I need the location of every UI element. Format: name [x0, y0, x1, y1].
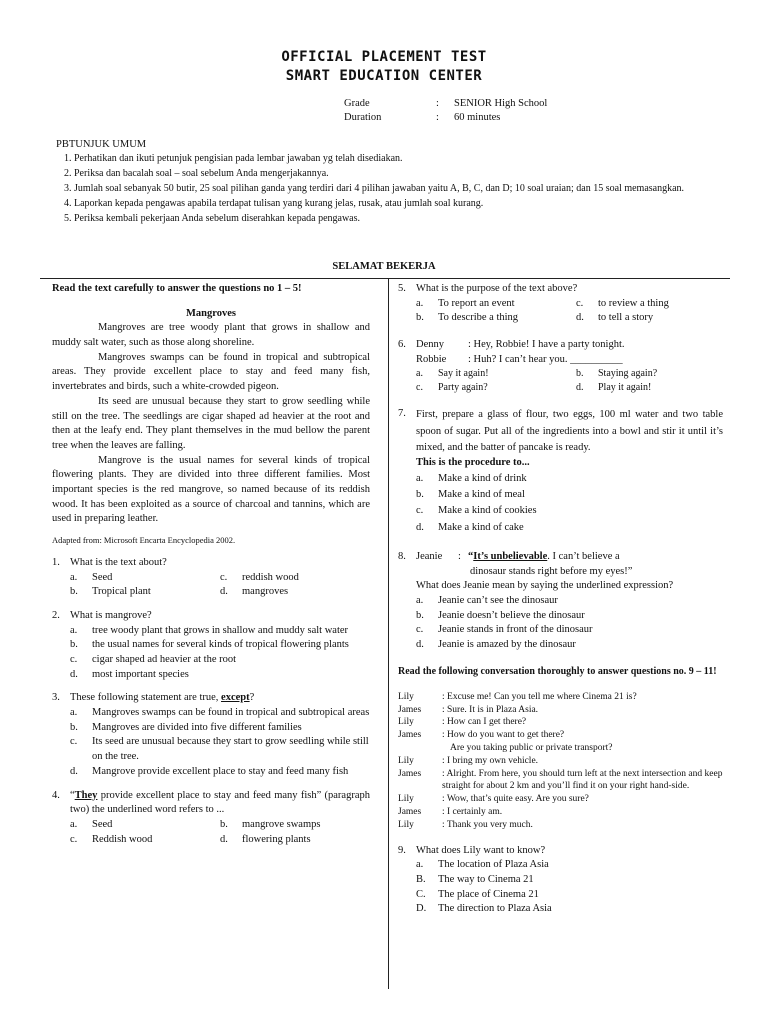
question-9 — [398, 844, 723, 917]
text-paragraph: Mangroves are tree woody plant that grows in shallow and muddy salt water, such as those along shoreline. — [52, 322, 370, 349]
question-number: 8. — [398, 550, 406, 562]
option-d[interactable]: d. Jeanie is amazed by the dinosaur — [416, 639, 576, 651]
question-number: 3. — [52, 692, 60, 704]
reading-directive: Read the text carefully to answer the questions no 1 – 5! — [52, 283, 302, 294]
duration-value: 60 minutes — [454, 112, 501, 123]
option-a[interactable]: a. The location of Plaza Asia — [416, 859, 549, 871]
conversation-line: Lily : Excuse me! Can you tell me where Cinema 21 is? — [398, 691, 637, 702]
option-a[interactable]: a. Seed — [70, 571, 113, 583]
grade-row — [344, 97, 547, 112]
option-c[interactable]: c. Jeanie stands in front of the dinosaur — [416, 624, 593, 636]
conversation-line: Lily : I bring my own vehicle. — [398, 755, 539, 766]
question-text: First, prepare a glass of flour, two eggs, 100 ml water and two table spoon of sugar. Put all of the ingredients into a bowl and stir it until it’s mixed, and the batter of pancake is ready. — [416, 409, 723, 453]
question-number: 6. — [398, 339, 406, 351]
text-paragraph: Mangrove is the usual names for several kinds of tropical flowering plants. They are divided into three different families. Most important species is the red mangrove, so named because of its reddish wood. It has been exploited as a source of charcoal and tannins, which are used in preparing leather. — [52, 454, 370, 525]
divider — [40, 278, 730, 279]
question-number: 2. — [52, 609, 60, 621]
question-text: What does Lily want to know? — [416, 844, 546, 856]
option-a[interactable]: a. Say it again! — [416, 368, 489, 380]
option-b[interactable]: b. To describe a thing — [416, 312, 519, 324]
question-number: 1. — [52, 556, 60, 568]
question-4 — [52, 789, 370, 848]
closing-greeting: SELAMAT BEKERJA — [332, 261, 436, 272]
option-a[interactable]: a. Jeanie can’t see the dinosaur — [416, 595, 558, 607]
underlined-word: They — [74, 789, 98, 801]
right-column — [398, 282, 723, 917]
option-c[interactable]: c. Party again? — [416, 382, 488, 394]
underlined-expression: It’s unbelievable — [473, 550, 548, 562]
duration-row — [344, 111, 500, 126]
conversation-line: James : Alright. From here, you should turn left at the next intersection and keep straight for about 2 km and you’ll find it on your right hand-side. — [398, 768, 723, 792]
left-column — [52, 282, 370, 847]
grade-colon: : — [436, 98, 439, 109]
option-d[interactable]: D. The direction to Plaza Asia — [416, 903, 552, 915]
dialogue-line: dinosaur stands right before my eyes!” — [470, 565, 633, 577]
question-text: What is the text about? — [70, 556, 167, 568]
option-c[interactable]: C. The place of Cinema 21 — [416, 888, 539, 900]
option-a[interactable]: a. Seed — [70, 818, 113, 830]
question-text: What is the purpose of the text above? — [416, 283, 578, 294]
option-b[interactable]: b. Jeanie doesn’t believe the dinosaur — [416, 609, 585, 621]
option-d[interactable]: d. flowering plants — [220, 833, 311, 845]
question-3 — [52, 691, 370, 779]
option-a[interactable]: a. tree woody plant that grows in shallow and muddy salt water — [70, 624, 349, 636]
option-d[interactable]: d. Mangrove provide excellent place to stay and feed many fish — [70, 765, 349, 777]
conversation-line: Are you taking public or private transport? — [450, 743, 613, 754]
instruction-item: 1. Perhatikan dan ikuti petunjuk pengisian pada lembar jawaban yg telah disediakan. — [74, 152, 724, 166]
dialogue-line: : Hey, Robbie! I have a party tonight. — [468, 339, 625, 351]
underlined-word: except — [221, 692, 250, 704]
option-b[interactable]: b. Staying again? — [576, 368, 658, 380]
question-text: “They provide excellent place to stay and feed many fish” (paragraph two) the underlined word refers to ... — [70, 789, 370, 816]
duration-label: Duration — [344, 112, 382, 123]
conversation-line: James : I certainly am. — [398, 807, 503, 818]
question-1 — [52, 556, 370, 600]
page-subtitle: SMART EDUCATION CENTER — [285, 68, 483, 84]
option-a[interactable]: a. Mangroves swamps can be found in tropical and subtropical areas — [70, 707, 370, 719]
grade-value: SENIOR High School — [454, 98, 548, 109]
column-divider — [388, 279, 389, 989]
dialogue-line: : Huh? I can’t hear you. __________ — [468, 353, 623, 365]
question-number: 9. — [398, 844, 406, 856]
question-5 — [398, 282, 723, 326]
conversation-line: James : How do you want to get there? — [398, 730, 565, 741]
option-b[interactable]: b. Mangroves are divided into five different families — [70, 721, 302, 733]
question-8: 8. Jeanie : “It’s unbelievable. I can’t believe a dinosaur stands right before my eyes!” What does Jeanie mean by saying the underlined expression? a. Jeanie can’t see the dinosaur b. Jeanie doesn’t believe the dinosaur c. Jeanie stands in front of the dinosaur d. Jeanie is amazed by the dinosaur — [398, 550, 723, 653]
question-text: What does Jeanie mean by saying the underlined expression? — [416, 580, 674, 592]
text-paragraph: Mangroves swamps can be found in tropical and subtropical areas. They provide excellent place to stay and feed many fish, invertebrates and birds, such a white-crowded pigeon. — [52, 351, 370, 393]
instructions-heading: PBTUNJUK UMUM — [56, 139, 147, 150]
option-d[interactable]: d. Play it again! — [576, 382, 652, 394]
conversation-directive: Read the following conversation thoroughly to answer questions no. 9 – 11! — [398, 665, 717, 677]
speaker: Robbie — [416, 353, 447, 365]
page-title: OFFICIAL PLACEMENT TEST — [281, 49, 487, 65]
speaker: Jeanie — [416, 550, 443, 562]
option-d[interactable]: d. most important species — [70, 668, 189, 680]
question-number: 5. — [398, 283, 406, 294]
question-number: 4. — [52, 789, 60, 801]
text-paragraph: Its seed are unusual because they start to grow seedling while still on the tree. The seedlings are cigar shaped ad heavier at the root and then at the leafy end. They plant themselves in the mud bellow the parent tree when the leaves are falling. — [52, 395, 370, 451]
question-text: These following statement are true, except? — [70, 692, 255, 704]
option-c[interactable]: c. to review a thing — [576, 297, 669, 309]
option-b[interactable]: b. mangrove swamps — [220, 818, 321, 830]
instruction-item: 4. Laporkan kepada pengawas apabila terdapat tulisan yang kurang jelas, rusak, atau jumlah soal kurang. — [74, 197, 724, 211]
option-a[interactable]: a. To report an event — [416, 297, 515, 309]
conversation-line: Lily : Wow, that’s quite easy. Are you sure? — [398, 794, 589, 805]
option-b[interactable]: b. Make a kind of meal — [416, 489, 525, 501]
duration-colon: : — [436, 112, 439, 123]
instructions-list — [56, 152, 724, 227]
question-2 — [52, 609, 370, 682]
option-b[interactable]: b. the usual names for several kinds of tropical flowering plants — [70, 639, 349, 651]
instruction-item: 3. Jumlah soal sebanyak 50 butir, 25 soal pilihan ganda yang terdiri dari 4 pilihan jawaban yaitu A, B, C, dan D; 10 soal uraian; dan 15 soal memasangkan. — [74, 182, 724, 196]
dialogue-line: “It’s unbelievable. I can’t believe a — [468, 550, 620, 562]
question-number: 7. — [398, 408, 406, 420]
speaker: Denny — [416, 339, 444, 351]
option-b[interactable]: b. Tropical plant — [70, 586, 151, 598]
option-c[interactable]: c. Reddish wood — [70, 833, 153, 845]
conversation — [398, 691, 723, 832]
instruction-item: 2. Periksa dan bacalah soal – soal sebelum Anda mengerjakannya. — [74, 167, 724, 181]
option-a[interactable]: a. Make a kind of drink — [416, 472, 527, 484]
option-d[interactable]: d. mangroves — [220, 586, 289, 598]
option-d[interactable]: d. to tell a story — [576, 312, 654, 324]
question-text: What is mangrove? — [70, 609, 152, 621]
conversation-line: Lily : Thank you very much. — [398, 819, 533, 830]
conversation-line: James : Sure. It is in Plaza Asia. — [398, 704, 539, 715]
question-7 — [398, 407, 723, 536]
question-6 — [398, 338, 723, 395]
conversation-line: Lily : How can I get there? — [398, 717, 527, 728]
question-prompt: This is the procedure to... — [416, 457, 530, 469]
text-title: Mangroves — [186, 307, 236, 319]
option-c[interactable]: c. cigar shaped ad heavier at the root — [70, 654, 237, 666]
text-source: Adapted from: Microsoft Encarta Encyclopedia 2002. — [52, 535, 236, 545]
option-c[interactable]: c. Make a kind of cookies — [416, 505, 537, 517]
option-b[interactable]: B. The way to Cinema 21 — [416, 874, 534, 886]
instruction-item: 5. Periksa kembali pekerjaan Anda sebelum diserahkan kepada pengawas. — [74, 212, 724, 226]
grade-label: Grade — [344, 98, 370, 109]
option-c[interactable]: c. Its seed are unusual because they start to grow seedling while still on the tree. — [70, 736, 369, 763]
option-d[interactable]: d. Make a kind of cake — [416, 521, 524, 533]
option-c[interactable]: c. reddish wood — [220, 571, 299, 583]
